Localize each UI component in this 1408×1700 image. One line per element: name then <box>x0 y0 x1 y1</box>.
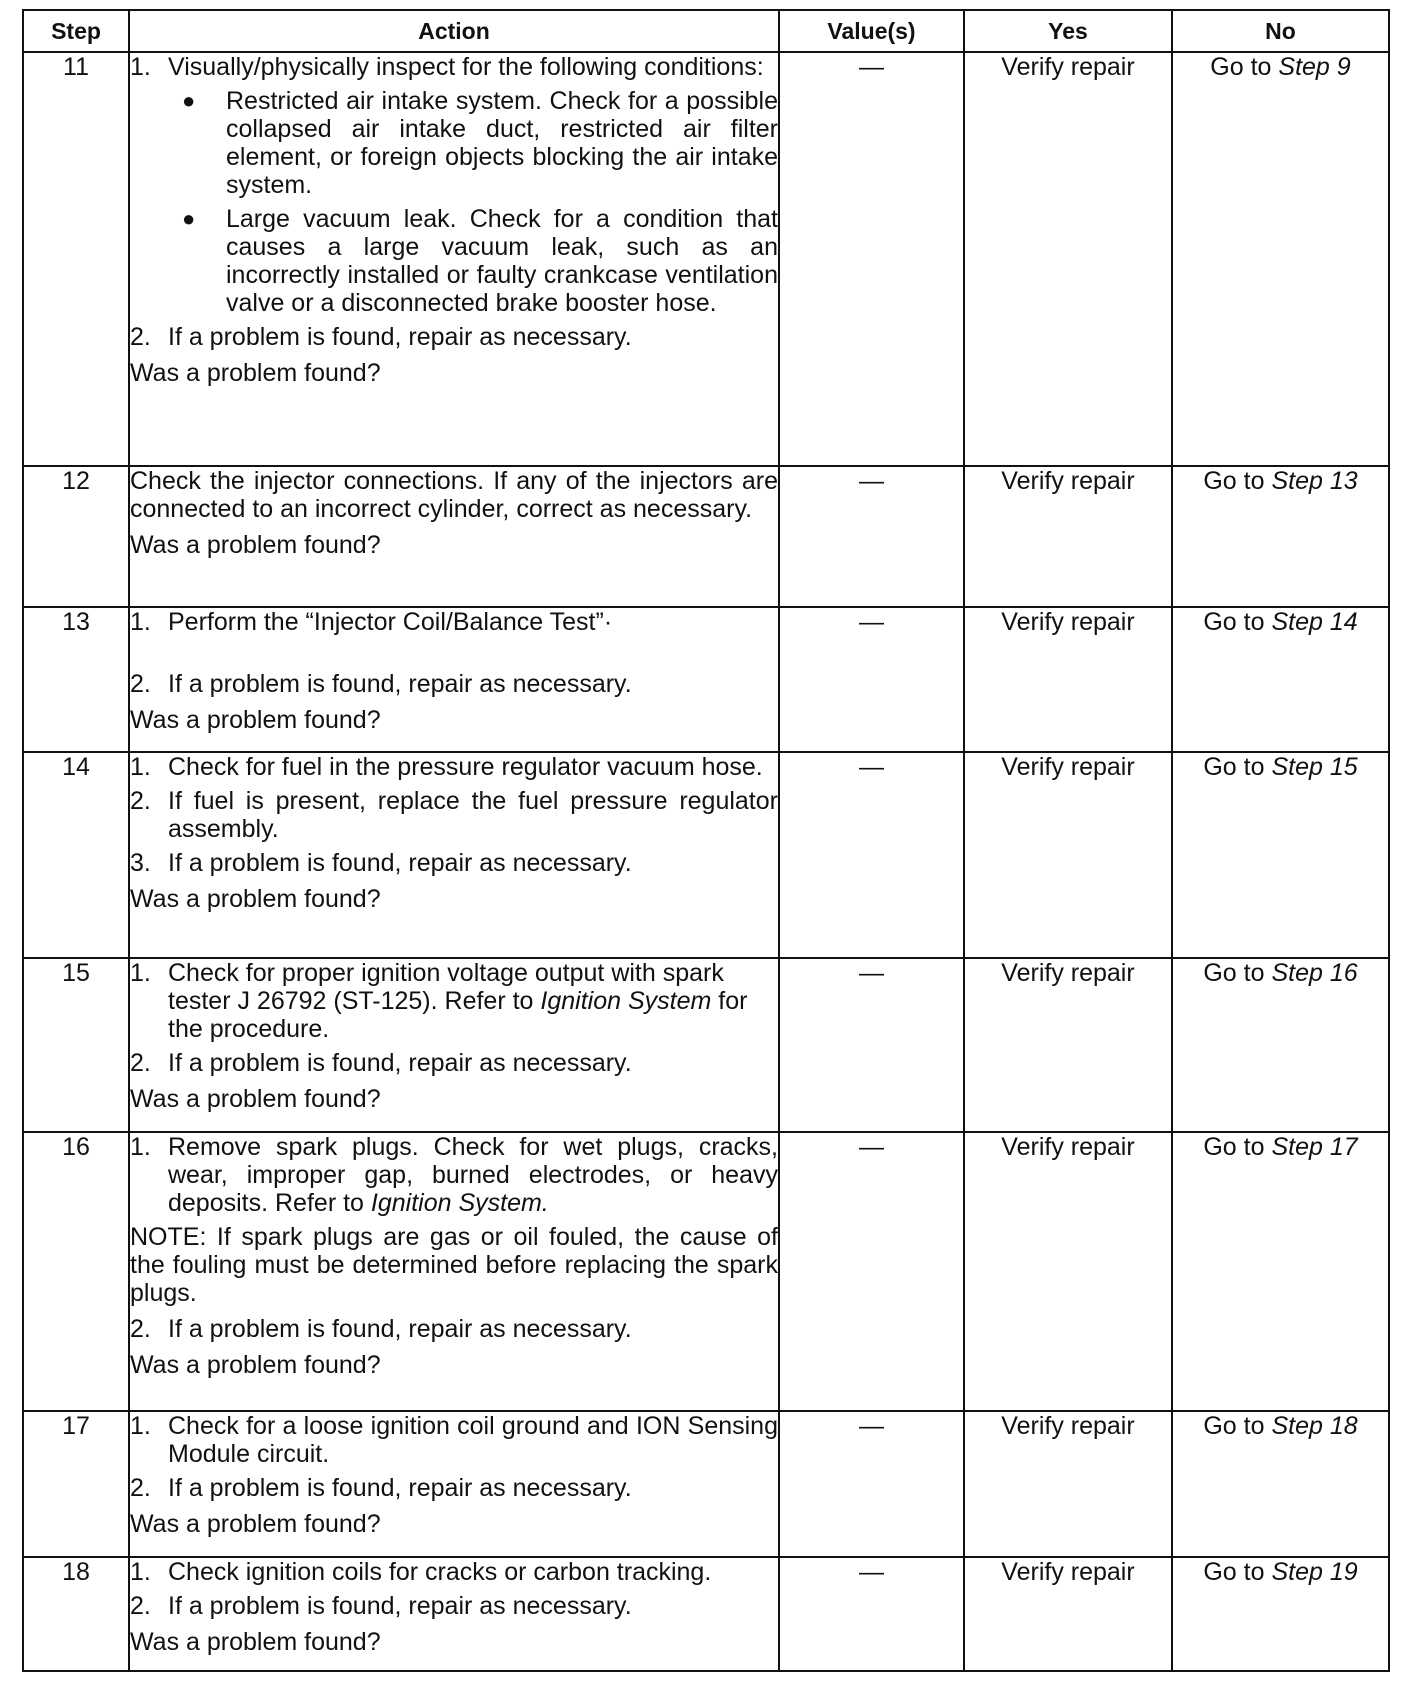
action-cell <box>129 1557 779 1671</box>
list-number: 2. <box>130 1049 151 1077</box>
no-cell <box>1172 1411 1389 1557</box>
list-number: 1. <box>130 608 151 636</box>
yes-cell: Verify repair <box>964 752 1172 958</box>
no-cell <box>1172 1132 1389 1411</box>
list-number: 2. <box>130 670 151 698</box>
list-number: 2. <box>130 1592 151 1620</box>
bullet-icon: ● <box>182 206 196 231</box>
step-number: 11 <box>23 52 129 466</box>
table-row <box>23 752 1389 958</box>
action-text: Visually/physically inspect for the following conditions: <box>168 53 764 81</box>
action-text: for the procedure. <box>168 987 748 1043</box>
goto-step: Step 13 <box>1271 467 1358 495</box>
bullet-icon: ● <box>182 88 196 113</box>
yes-cell: Verify repair <box>964 1411 1172 1557</box>
question-text: Was a problem found? <box>130 1085 381 1113</box>
step-number: 14 <box>23 752 129 958</box>
goto-step: Step 15 <box>1271 753 1358 781</box>
header-values: Value(s) <box>779 10 964 52</box>
value-cell: — <box>779 607 964 752</box>
action-cell <box>129 958 779 1132</box>
goto-label: Go to <box>1203 1558 1265 1586</box>
list-number: 2. <box>130 1315 151 1343</box>
table-row <box>23 1557 1389 1671</box>
action-text: If a problem is found, repair as necessary. <box>168 1315 632 1343</box>
question-text: Was a problem found? <box>130 1628 381 1656</box>
list-number: 2. <box>130 787 151 815</box>
table-row <box>23 1411 1389 1557</box>
list-number: 1. <box>130 753 151 781</box>
action-text: If a problem is found, repair as necessary. <box>168 1049 632 1077</box>
value-cell: — <box>779 752 964 958</box>
value-cell: — <box>779 52 964 466</box>
goto-label: Go to <box>1203 1133 1265 1161</box>
no-cell <box>1172 1557 1389 1671</box>
table-row <box>23 607 1389 752</box>
table-row <box>23 52 1389 466</box>
goto-step: Step 19 <box>1271 1558 1358 1586</box>
action-cell <box>129 607 779 752</box>
list-number: 1. <box>130 1558 151 1586</box>
table-row <box>23 1132 1389 1411</box>
list-number: 2. <box>130 1474 151 1502</box>
action-text: If a problem is found, repair as necessary. <box>168 1592 632 1620</box>
goto-label: Go to <box>1203 608 1265 636</box>
action-cell <box>129 52 779 466</box>
goto-label: Go to <box>1210 53 1272 81</box>
header-step: Step <box>23 10 129 52</box>
action-text: Check for a loose ignition coil ground and ION Sensing Module circuit. <box>168 1412 778 1468</box>
step-number: 16 <box>23 1132 129 1411</box>
list-number: 1. <box>130 959 151 987</box>
value-cell: — <box>779 1411 964 1557</box>
goto-step: Step 18 <box>1271 1412 1358 1440</box>
no-cell <box>1172 52 1389 466</box>
action-text: Check for fuel in the pressure regulator vacuum hose. <box>168 753 763 781</box>
list-number: 1. <box>130 53 151 81</box>
value-cell: — <box>779 1557 964 1671</box>
header-action: Action <box>129 10 779 52</box>
yes-cell: Verify repair <box>964 1132 1172 1411</box>
action-text: Perform the “Injector Coil/Balance Test”· <box>168 608 613 636</box>
header-no: No <box>1172 10 1389 52</box>
yes-cell: Verify repair <box>964 466 1172 607</box>
list-number: 1. <box>130 1133 151 1161</box>
action-cell <box>129 1132 779 1411</box>
list-number: 1. <box>130 1412 151 1440</box>
step-number: 18 <box>23 1557 129 1671</box>
yes-cell: Verify repair <box>964 52 1172 466</box>
header-row <box>23 10 1389 52</box>
table-row <box>23 958 1389 1132</box>
yes-cell: Verify repair <box>964 607 1172 752</box>
value-cell: — <box>779 958 964 1132</box>
yes-cell: Verify repair <box>964 958 1172 1132</box>
question-text: Was a problem found? <box>130 885 381 913</box>
step-number: 13 <box>23 607 129 752</box>
goto-step: Step 17 <box>1271 1133 1358 1161</box>
step-number: 15 <box>23 958 129 1132</box>
goto-label: Go to <box>1203 1412 1265 1440</box>
question-text: Was a problem found? <box>130 359 381 387</box>
goto-label: Go to <box>1203 959 1265 987</box>
action-text: Restricted air intake system. Check for a possible collapsed air intake duct, restricted air filter element, or foreign objects blocking the air intake system. <box>226 87 778 199</box>
action-text: Large vacuum leak. Check for a condition that causes a large vacuum leak, such as an incorrectly installed or faulty crankcase ventilation valve or a disconnected brake booster hose. <box>226 205 778 317</box>
reference-link: Ignition System <box>540 987 712 1015</box>
action-cell <box>129 466 779 607</box>
goto-step: Step 16 <box>1271 959 1358 987</box>
value-cell: — <box>779 1132 964 1411</box>
action-text: If fuel is present, replace the fuel pressure regulator assembly. <box>168 787 778 843</box>
reference-link: Ignition System. <box>370 1189 549 1217</box>
list-number: 2. <box>130 323 151 351</box>
action-cell <box>129 1411 779 1557</box>
goto-step: Step 14 <box>1271 608 1358 636</box>
question-text: Was a problem found? <box>130 531 381 559</box>
question-text: Was a problem found? <box>130 1510 381 1538</box>
action-text: Check for proper ignition voltage output with spark tester J 26792 (ST-125). Refer to <box>168 959 724 1015</box>
action-text: If a problem is found, repair as necessary. <box>168 1474 632 1502</box>
header-yes: Yes <box>964 10 1172 52</box>
value-cell: — <box>779 466 964 607</box>
action-cell <box>129 752 779 958</box>
yes-cell: Verify repair <box>964 1557 1172 1671</box>
action-text: Check the injector connections. If any of the injectors are connected to an incorrect cylinder, correct as necessary. <box>130 467 778 523</box>
question-text: Was a problem found? <box>130 706 381 734</box>
step-number: 17 <box>23 1411 129 1557</box>
action-text: If a problem is found, repair as necessary. <box>168 670 632 698</box>
question-text: Was a problem found? <box>130 1351 381 1379</box>
goto-label: Go to <box>1203 753 1265 781</box>
no-cell <box>1172 466 1389 607</box>
goto-label: Go to <box>1203 467 1265 495</box>
no-cell <box>1172 607 1389 752</box>
action-text: Check ignition coils for cracks or carbon tracking. <box>168 1558 712 1586</box>
note-text: NOTE: If spark plugs are gas or oil fouled, the cause of the fouling must be determined before replacing the spark plugs. <box>130 1223 778 1307</box>
diagnostic-table <box>22 9 1390 1672</box>
list-number: 3. <box>130 849 151 877</box>
goto-step: Step 9 <box>1278 53 1351 81</box>
table-row <box>23 466 1389 607</box>
step-number: 12 <box>23 466 129 607</box>
no-cell <box>1172 958 1389 1132</box>
action-text: If a problem is found, repair as necessary. <box>168 323 632 351</box>
action-text: Remove spark plugs. Check for wet plugs, cracks, wear, improper gap, burned electrodes, or heavy deposits. Refer to <box>168 1133 778 1217</box>
no-cell <box>1172 752 1389 958</box>
action-text: If a problem is found, repair as necessary. <box>168 849 632 877</box>
